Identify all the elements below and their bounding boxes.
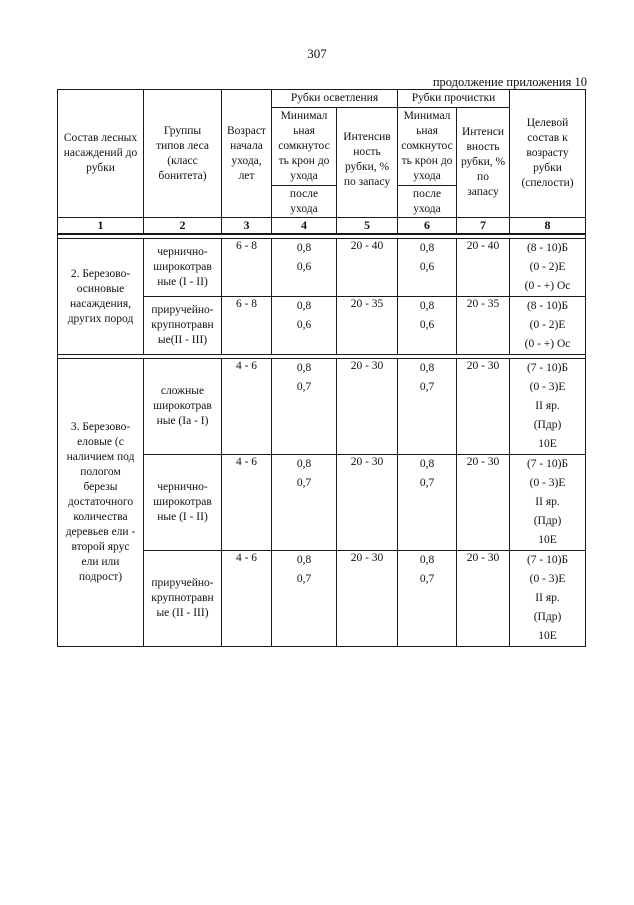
density-clearing-cell: 0,8 0,7 [272, 455, 337, 551]
table-row [58, 359, 586, 455]
density-thinning-cell: 0,8 0,7 [398, 455, 457, 551]
density-clearing-cell: 0,8 0,6 [272, 297, 337, 355]
column-number: 1 [58, 218, 144, 235]
header-clearing-cuttings: Рубки осветления [272, 90, 398, 108]
intensity-clearing-cell: 20 - 30 [337, 359, 398, 455]
header-forest-type-group: Группы типов леса (класс бонитета) [144, 90, 222, 218]
intensity-thinning-cell: 20 - 30 [457, 455, 510, 551]
start-age-cell: 4 - 6 [222, 551, 272, 647]
intensity-thinning-cell: 20 - 30 [457, 359, 510, 455]
header-min-density-thinning: Минимал ьная сомкнутос ть крон до ухода [398, 108, 457, 186]
target-composition-cell: (8 - 10)Б (0 - 2)Е (0 - +) Ос [510, 297, 586, 355]
target-composition-cell: (7 - 10)Б (0 - 3)Е II яр. (Пдр) 10Е [510, 551, 586, 647]
header-after-care-thinning: после ухода [398, 186, 457, 218]
forest-type-cell: чернично- широкотрав ные (I - II) [144, 455, 222, 551]
column-number: 7 [457, 218, 510, 235]
column-number-row [58, 218, 586, 235]
density-clearing-cell: 0,8 0,6 [272, 239, 337, 297]
density-thinning-cell: 0,8 0,6 [398, 297, 457, 355]
density-thinning-cell: 0,8 0,6 [398, 239, 457, 297]
composition-cell: 2. Березово- осиновые насаждения, других пород [58, 239, 144, 355]
header-row-1 [58, 90, 586, 108]
column-number: 6 [398, 218, 457, 235]
intensity-thinning-cell: 20 - 30 [457, 551, 510, 647]
target-composition-cell: (7 - 10)Б (0 - 3)Е II яр. (Пдр) 10Е [510, 359, 586, 455]
header-composition: Состав лесных насаждений до рубки [58, 90, 144, 218]
header-after-care-clearing: после ухода [272, 186, 337, 218]
intensity-clearing-cell: 20 - 40 [337, 239, 398, 297]
forest-type-cell: сложные широкотрав ные (Ia - I) [144, 359, 222, 455]
intensity-clearing-cell: 20 - 30 [337, 455, 398, 551]
header-thinning-cuttings: Рубки прочистки [398, 90, 510, 108]
start-age-cell: 4 - 6 [222, 455, 272, 551]
column-number: 8 [510, 218, 586, 235]
density-thinning-cell: 0,8 0,7 [398, 551, 457, 647]
target-composition-cell: (8 - 10)Б (0 - 2)Е (0 - +) Ос [510, 239, 586, 297]
header-target-composition: Целевой состав к возрасту рубки (спелости) [510, 90, 586, 218]
forest-type-cell: чернично- широкотрав ные (I - II) [144, 239, 222, 297]
page-number: 307 [307, 46, 327, 61]
header-intensity-thinning: Интенси вность рубки, % по запасу [457, 108, 510, 218]
start-age-cell: 4 - 6 [222, 359, 272, 455]
forest-care-table [57, 89, 586, 647]
table-row [58, 239, 586, 297]
density-thinning-cell: 0,8 0,7 [398, 359, 457, 455]
intensity-thinning-cell: 20 - 40 [457, 239, 510, 297]
forest-type-cell: приручейно- крупнотравн ые (II - III) [144, 551, 222, 647]
composition-cell: 3. Березово- еловые (с наличием под пологом березы достаточного количества деревьев ели - второй ярус ели или подрост) [58, 359, 144, 647]
header-intensity-clearing: Интенсив ность рубки, % по запасу [337, 108, 398, 218]
start-age-cell: 6 - 8 [222, 239, 272, 297]
column-number: 5 [337, 218, 398, 235]
column-number: 4 [272, 218, 337, 235]
column-number: 2 [144, 218, 222, 235]
target-composition-cell: (7 - 10)Б (0 - 3)Е II яр. (Пдр) 10Е [510, 455, 586, 551]
intensity-clearing-cell: 20 - 30 [337, 551, 398, 647]
density-clearing-cell: 0,8 0,7 [272, 551, 337, 647]
intensity-thinning-cell: 20 - 35 [457, 297, 510, 355]
continuation-label: продолжение приложения 10 [432, 75, 587, 89]
intensity-clearing-cell: 20 - 35 [337, 297, 398, 355]
header-start-age: Возраст начала ухода, лет [222, 90, 272, 218]
column-number: 3 [222, 218, 272, 235]
start-age-cell: 6 - 8 [222, 297, 272, 355]
header-min-density-clearing: Минимал ьная сомкнутос ть крон до ухода [272, 108, 337, 186]
forest-type-cell: приручейно- крупнотравн ые(II - III) [144, 297, 222, 355]
density-clearing-cell: 0,8 0,7 [272, 359, 337, 455]
